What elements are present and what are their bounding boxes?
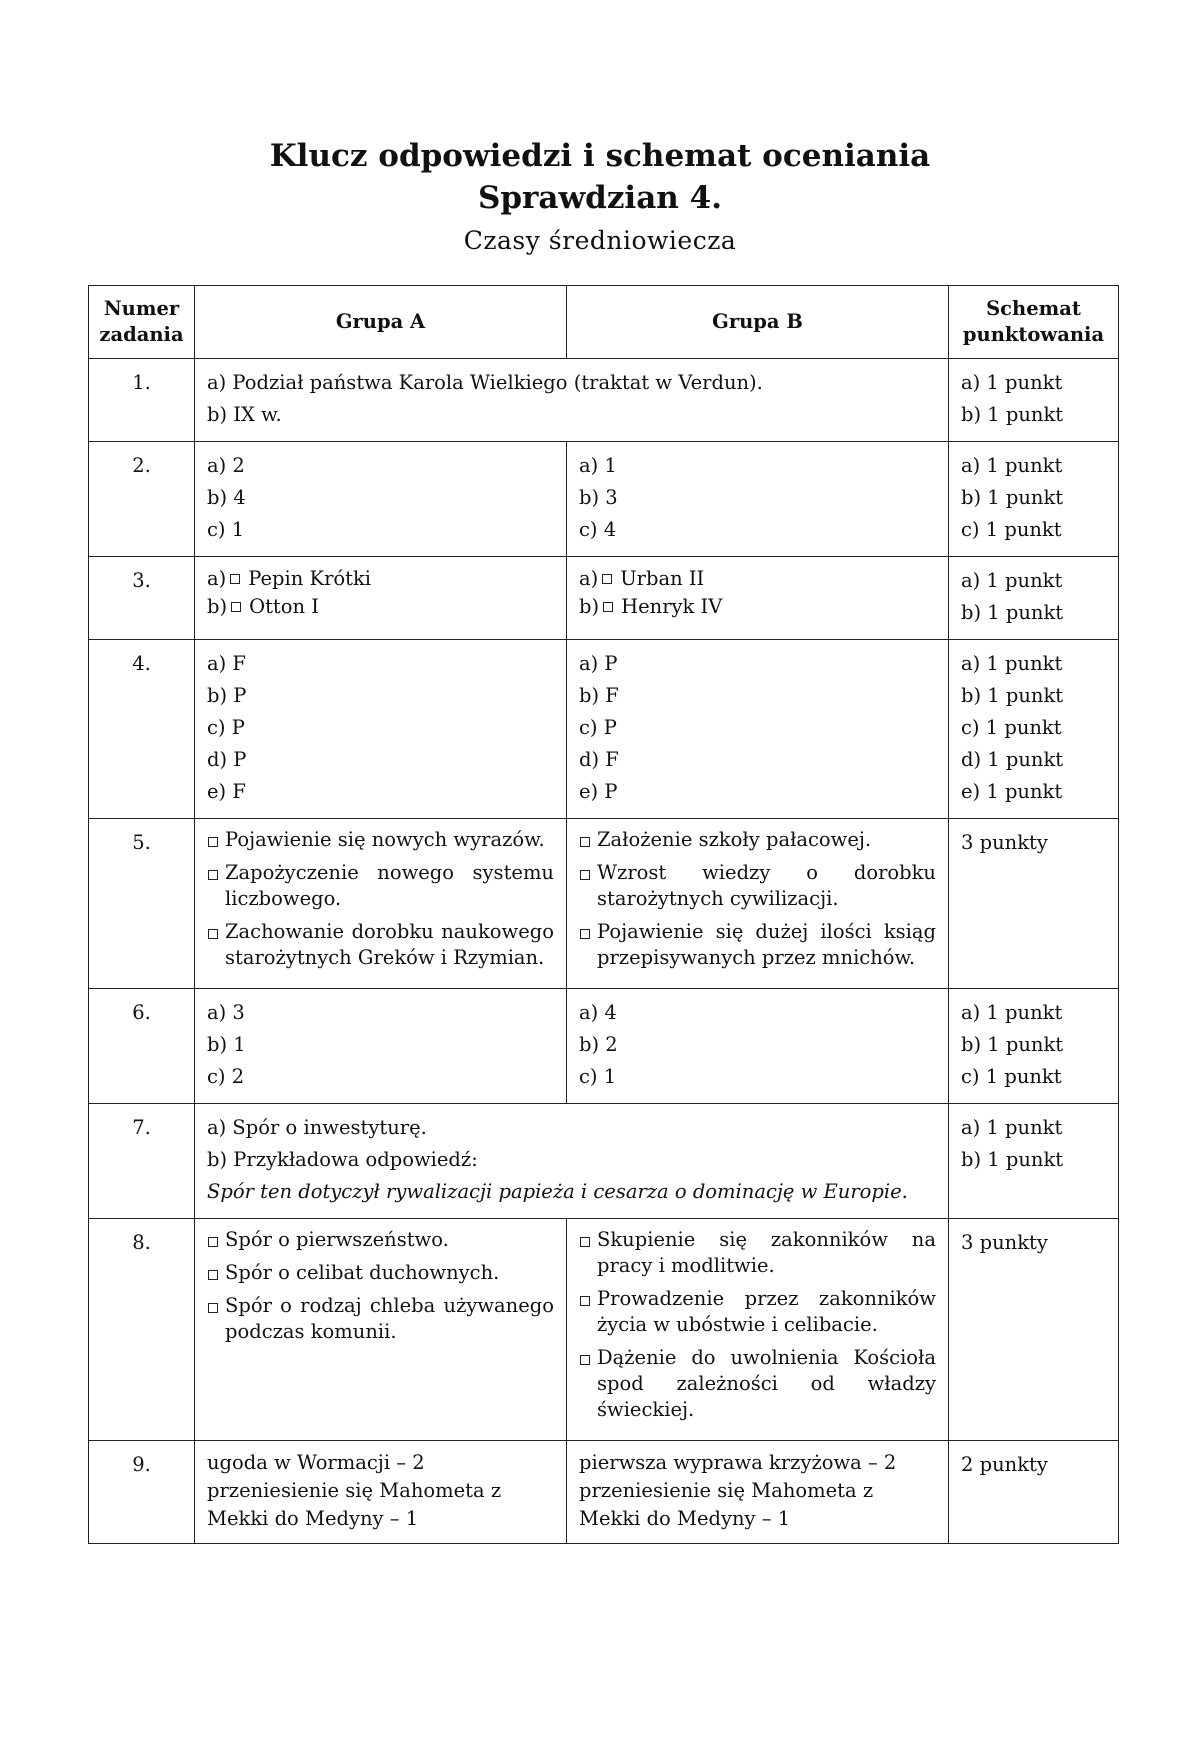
task-number: 8. (89, 1219, 195, 1441)
answer-text: Otton I (249, 595, 319, 618)
table-row (89, 1104, 1119, 1219)
score-line: e) 1 punkt (961, 780, 1063, 803)
example-answer: Spór ten dotyczył rywalizacji papieża i cesarza o dominację w Europie. (207, 1180, 908, 1203)
task-number: 9. (89, 1441, 195, 1544)
answer-line: a) P (579, 652, 618, 675)
answer-line: d) F (579, 748, 619, 771)
test-number: Sprawdzian 4. (477, 180, 722, 216)
answer-line: b) 3 (579, 486, 618, 509)
option-item: Pojawienie się dużej ilości ksiąg przepisywanych przez mnichów. (579, 919, 936, 971)
score-line: a) 1 punkt (961, 569, 1063, 592)
answer-group-a (195, 557, 567, 640)
task-number: 5. (89, 819, 195, 989)
score-line: b) 1 punkt (961, 601, 1064, 624)
answer-line: b) P (207, 684, 247, 707)
answer-prefix: b) (579, 595, 600, 618)
score-line: b) 1 punkt (961, 486, 1064, 509)
scoring-cell (949, 442, 1119, 557)
answer-line: a) Spór o inwestyturę. (207, 1116, 427, 1139)
scoring-cell (949, 1441, 1119, 1544)
answer-line (579, 593, 936, 621)
answer-text: Henryk IV (621, 595, 723, 618)
option-item: Spór o pierwszeństwo. (207, 1227, 554, 1253)
title-block (0, 135, 1200, 263)
score-line: a) 1 punkt (961, 652, 1063, 675)
option-item: Zachowanie dorobku naukowego starożytnych Greków i Rzymian. (207, 919, 554, 971)
task-number: 4. (89, 640, 195, 819)
score-line: 3 punkty (961, 831, 1048, 854)
scoring-cell (949, 1104, 1119, 1219)
answer-line: e) P (579, 780, 618, 803)
task-number: 7. (89, 1104, 195, 1219)
answer-line: a) Podział państwa Karola Wielkiego (traktat w Verdun). (207, 371, 763, 394)
score-line: d) 1 punkt (961, 748, 1064, 771)
answer-line: a) 2 (207, 454, 245, 477)
answer-line: b) 1 (207, 1033, 246, 1056)
answer-text: Urban II (620, 567, 705, 590)
task-number: 1. (89, 359, 195, 442)
score-line: 3 punkty (961, 1231, 1048, 1254)
score-line: c) 1 punkt (961, 518, 1062, 541)
answer-line: e) F (207, 780, 246, 803)
header-text: Schemat (986, 297, 1081, 320)
header-text: zadania (99, 323, 184, 346)
option-list (207, 1227, 554, 1345)
score-line: c) 1 punkt (961, 716, 1062, 739)
table-row (89, 1441, 1119, 1544)
scoring-cell (949, 989, 1119, 1104)
answer-line: b) 2 (579, 1033, 618, 1056)
answer-group-b (567, 557, 949, 640)
table-header-row (89, 286, 1119, 359)
answer-group-a (195, 442, 567, 557)
answer-group-a (195, 640, 567, 819)
option-list (207, 827, 554, 971)
header-text: Numer (103, 297, 180, 320)
answer-line: c) P (207, 716, 245, 739)
table-row (89, 819, 1119, 989)
task-number: 2. (89, 442, 195, 557)
task-number: 6. (89, 989, 195, 1104)
header-task-number (89, 286, 195, 359)
answer-shared (195, 1104, 949, 1219)
answer-line: a) 3 (207, 1001, 245, 1024)
score-line: 2 punkty (961, 1453, 1048, 1476)
table-row (89, 359, 1119, 442)
scoring-cell (949, 640, 1119, 819)
answer-group-a (195, 1219, 567, 1441)
answer-line: c) 1 (207, 518, 245, 541)
answer-line: a) 4 (579, 1001, 617, 1024)
checkbox-icon (231, 602, 241, 612)
option-list (579, 827, 936, 971)
answer-line (207, 565, 554, 593)
table-row (89, 557, 1119, 640)
checkbox-icon (603, 602, 613, 612)
answer-line: c) 1 (579, 1065, 617, 1088)
option-item: Dążenie do uwolnienia Kościoła spod zależności od władzy świeckiej. (579, 1345, 936, 1423)
scoring-cell (949, 819, 1119, 989)
answer-line: c) 4 (579, 518, 617, 541)
answer-group-b (567, 640, 949, 819)
answer-line: b) 4 (207, 486, 246, 509)
answer-group-b (567, 442, 949, 557)
option-item: Prowadzenie przez zakonników życia w ubóstwie i celibacie. (579, 1286, 936, 1338)
answer-line: pierwsza wyprawa krzyżowa – 2 (579, 1451, 897, 1474)
option-item: Spór o celibat duchownych. (207, 1260, 554, 1286)
option-item: Zapożyczenie nowego systemu liczbowego. (207, 860, 554, 912)
checkbox-icon (602, 574, 612, 584)
answer-line: przeniesienie się Mahometa z Mekki do Medyny – 1 (207, 1479, 502, 1530)
score-line: c) 1 punkt (961, 1065, 1062, 1088)
task-number: 3. (89, 557, 195, 640)
option-item: Wzrost wiedzy o dorobku starożytnych cywilizacji. (579, 860, 936, 912)
answer-line: b) Przykładowa odpowiedź: (207, 1148, 478, 1171)
option-item: Pojawienie się nowych wyrazów. (207, 827, 554, 853)
page-title: Klucz odpowiedzi i schemat oceniania (269, 138, 931, 174)
answer-line: b) IX w. (207, 403, 282, 426)
score-line: b) 1 punkt (961, 1148, 1064, 1171)
score-line: a) 1 punkt (961, 371, 1063, 394)
answer-group-b (567, 989, 949, 1104)
scoring-cell (949, 1219, 1119, 1441)
topic-title: Czasy średniowiecza (463, 226, 737, 255)
score-line: b) 1 punkt (961, 684, 1064, 707)
answer-group-b (567, 819, 949, 989)
answer-line: a) F (207, 652, 246, 675)
table-row (89, 989, 1119, 1104)
score-line: a) 1 punkt (961, 1001, 1063, 1024)
option-item: Założenie szkoły pałacowej. (579, 827, 936, 853)
answer-line (207, 593, 554, 621)
answer-shared (195, 359, 949, 442)
header-scoring (949, 286, 1119, 359)
header-text: punktowania (962, 323, 1105, 346)
answer-group-b (567, 1219, 949, 1441)
option-item: Spór o rodzaj chleba używanego podczas komunii. (207, 1293, 554, 1345)
answer-prefix: a) (207, 567, 227, 590)
scoring-cell (949, 557, 1119, 640)
option-list (579, 1227, 936, 1423)
answer-line: przeniesienie się Mahometa z Mekki do Medyny – 1 (579, 1479, 874, 1530)
answer-group-a (195, 1441, 567, 1544)
answer-line (579, 565, 936, 593)
answer-line: a) 1 (579, 454, 617, 477)
answer-prefix: b) (207, 595, 228, 618)
answer-group-b (567, 1441, 949, 1544)
table-row (89, 442, 1119, 557)
table-row (89, 640, 1119, 819)
score-line: b) 1 punkt (961, 403, 1064, 426)
answer-line: c) P (579, 716, 617, 739)
score-line: a) 1 punkt (961, 1116, 1063, 1139)
answer-key-table (88, 285, 1119, 1544)
answer-text: Pepin Krótki (248, 567, 372, 590)
option-item: Skupienie się zakonników na pracy i modlitwie. (579, 1227, 936, 1279)
header-group-a: Grupa A (195, 286, 567, 359)
header-group-b: Grupa B (567, 286, 949, 359)
answer-line: d) P (207, 748, 247, 771)
answer-line: c) 2 (207, 1065, 245, 1088)
answer-line: b) F (579, 684, 619, 707)
checkbox-icon (230, 574, 240, 584)
answer-group-a (195, 989, 567, 1104)
score-line: b) 1 punkt (961, 1033, 1064, 1056)
answer-line: ugoda w Wormacji – 2 (207, 1451, 425, 1474)
answer-prefix: a) (579, 567, 599, 590)
scoring-cell (949, 359, 1119, 442)
answer-group-a (195, 819, 567, 989)
table-row (89, 1219, 1119, 1441)
score-line: a) 1 punkt (961, 454, 1063, 477)
